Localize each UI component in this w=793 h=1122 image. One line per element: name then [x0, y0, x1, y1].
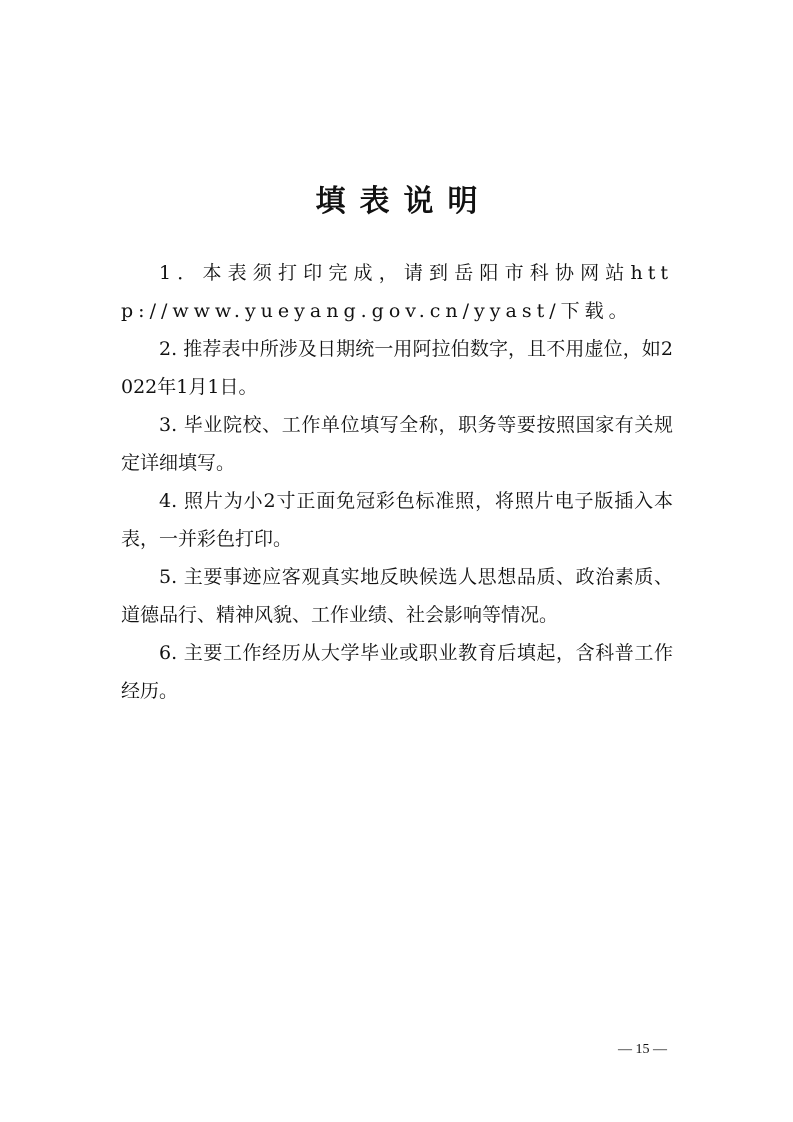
- instruction-item-5: 5. 主要事迹应客观真实地反映候选人思想品质、政治素质、道德品行、精神风貌、工作业绩、社会影响等情况。: [121, 566, 673, 626]
- instruction-item-4: 4. 照片为小2寸正面免冠彩色标准照，将照片电子版插入本表，一并彩色打印。: [121, 490, 673, 550]
- page-title: 填表说明: [315, 184, 492, 219]
- page-number: — 15 —: [618, 1042, 667, 1057]
- instruction-list: [121, 254, 673, 710]
- instruction-item-6: 6. 主要工作经历从大学毕业或职业教育后填起，含科普工作经历。: [121, 642, 673, 702]
- instruction-item-2: 2. 推荐表中所涉及日期统一用阿拉伯数字，且不用虚位，如2022年1月1日。: [121, 338, 673, 398]
- instruction-item-1: 1．本表须打印完成，请到岳阳市科协网站http://www.yueyang.gov.cn/yyast/下载。: [121, 262, 673, 322]
- instruction-item-3: 3. 毕业院校、工作单位填写全称，职务等要按照国家有关规定详细填写。: [121, 414, 673, 474]
